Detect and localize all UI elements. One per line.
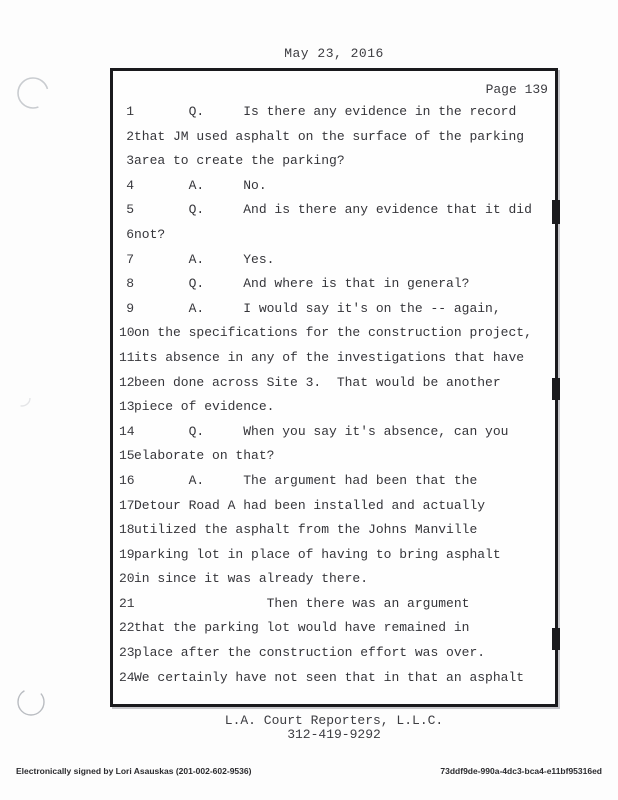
transcript-line	[119, 198, 553, 223]
line-number: 20	[119, 571, 135, 587]
line-number: 18	[119, 522, 135, 538]
binder-ring-bottom-icon	[16, 687, 48, 719]
scan-smear-artifact	[552, 378, 560, 400]
reporter-footer	[110, 714, 558, 742]
transcript-lines	[119, 100, 553, 690]
line-number: 6	[126, 226, 134, 242]
transcript-line	[119, 666, 553, 691]
transcript-box	[110, 68, 558, 707]
line-text: Detour Road A had been installed and actually	[134, 497, 486, 513]
line-number: 2	[126, 128, 134, 144]
line-text: place after the construction effort was over.	[134, 645, 486, 661]
line-number: 14	[119, 423, 135, 439]
transcript-line	[119, 420, 553, 445]
line-number: 3	[126, 153, 134, 169]
transcript-line	[119, 272, 553, 297]
transcript-line	[119, 592, 553, 617]
line-text: Q. Is there any evidence in the record	[134, 104, 517, 119]
line-number: 19	[119, 546, 135, 562]
line-number: 13	[119, 399, 135, 415]
line-number: 15	[119, 448, 135, 464]
line-number: 21	[119, 595, 135, 611]
scan-smear-artifact	[552, 628, 560, 650]
line-number: 16	[119, 472, 135, 488]
transcript-line	[119, 543, 553, 568]
binder-ring-top-icon	[14, 74, 52, 112]
transcript-line	[119, 297, 553, 322]
line-number: 11	[119, 349, 135, 365]
reporter-company: L.A. Court Reporters, L.L.C.	[224, 713, 444, 728]
transcript-line	[119, 444, 553, 469]
line-text: parking lot in place of having to bring asphalt	[134, 546, 501, 562]
line-number: 5	[126, 202, 134, 218]
transcript-line	[119, 518, 553, 543]
line-number: 10	[119, 325, 135, 341]
line-number: 23	[119, 645, 135, 661]
transcript-line	[119, 616, 553, 641]
transcript-line	[119, 494, 553, 519]
line-text: its absence in any of the investigations that have	[134, 349, 525, 365]
line-number: 17	[119, 497, 135, 513]
line-number: 7	[126, 251, 134, 267]
line-text: on the specifications for the construction project,	[134, 325, 532, 341]
electronic-signature: Electronically signed by Lori Asauskas (201-002-602-9536)	[16, 766, 252, 776]
line-text: A. I would say it's on the -- again,	[134, 300, 501, 316]
transcript-line	[119, 346, 553, 371]
document-id: 73ddf9de-990a-4dc3-bca4-e11bf95316ed	[440, 766, 602, 776]
line-text: Q. And where is that in general?	[134, 276, 470, 292]
line-text: in since it was already there.	[134, 571, 369, 587]
binder-ring-middle-icon	[10, 386, 34, 410]
transcript-line	[119, 395, 553, 420]
line-text: We certainly have not seen that in that an asphalt	[134, 669, 525, 685]
line-text: piece of evidence.	[134, 399, 275, 415]
line-text: utilized the asphalt from the Johns Manville	[134, 522, 478, 538]
line-number: 8	[126, 276, 134, 292]
line-number: 12	[119, 374, 135, 390]
line-number: 9	[126, 300, 134, 316]
transcript-line	[119, 371, 553, 396]
line-number: 22	[119, 620, 135, 636]
line-text: A. The argument had been that the	[134, 472, 478, 488]
line-text: Then there was an argument	[134, 595, 470, 611]
transcript-line	[119, 223, 553, 248]
line-text: elaborate on that?	[134, 448, 275, 464]
line-text: area to create the parking?	[134, 153, 345, 169]
line-text: that JM used asphalt on the surface of the parking	[134, 128, 525, 144]
reporter-phone: 312-419-9292	[287, 727, 381, 742]
transcript-line	[119, 469, 553, 494]
line-number: 4	[126, 177, 134, 193]
transcript-line	[119, 567, 553, 592]
transcript-line	[119, 125, 553, 150]
line-number: 1	[126, 104, 134, 119]
line-text: Q. And is there any evidence that it did	[134, 202, 532, 218]
line-text: that the parking lot would have remained in	[134, 620, 470, 636]
transcript-line	[119, 149, 553, 174]
line-text: not?	[134, 226, 166, 242]
transcript-line	[119, 321, 553, 346]
line-text: A. No.	[134, 177, 267, 193]
header-date: May 23, 2016	[284, 46, 384, 61]
scan-smear-artifact	[552, 200, 560, 224]
line-text: A. Yes.	[134, 251, 275, 267]
transcript-line	[119, 248, 553, 273]
transcript-line	[119, 174, 553, 199]
line-number: 24	[119, 669, 135, 685]
line-text: been done across Site 3. That would be another	[134, 374, 501, 390]
transcript-line	[119, 641, 553, 666]
transcript-line	[119, 100, 553, 125]
page-number-label: Page 139	[485, 82, 548, 97]
line-text: Q. When you say it's absence, can you	[134, 423, 509, 439]
